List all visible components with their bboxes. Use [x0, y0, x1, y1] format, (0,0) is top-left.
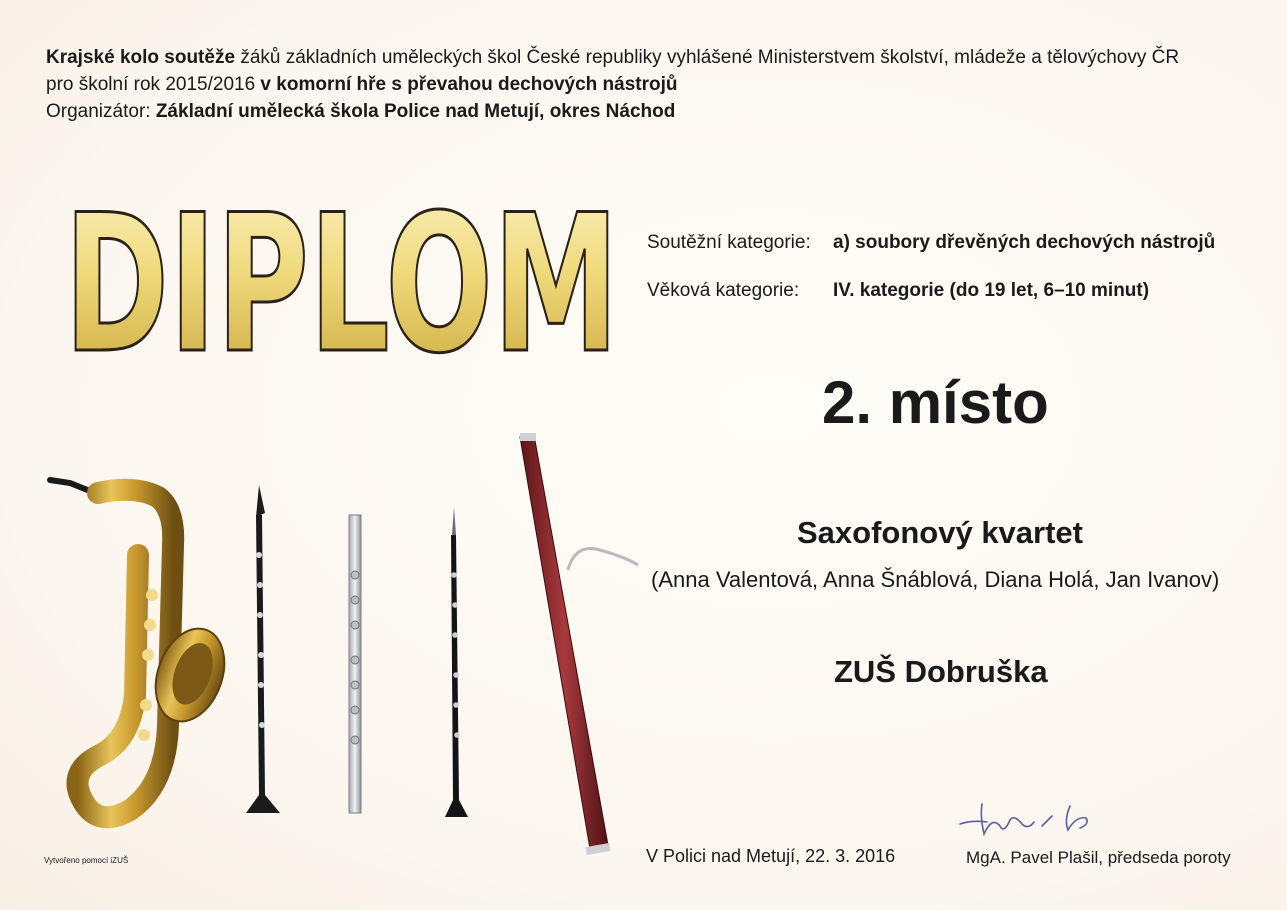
header-line-3 [46, 98, 1251, 125]
competition-category [647, 232, 1215, 254]
created-by-credit: Vytvořeno pomocí iZUŠ [44, 856, 129, 865]
signature [952, 796, 1102, 846]
oboe-icon [445, 507, 468, 817]
age-category-value: IV. kategorie (do 19 let, 6–10 minut) [833, 280, 1150, 301]
header-line-1 [46, 44, 1251, 71]
bassoon-icon [520, 433, 638, 855]
age-category-label: Věková kategorie: [647, 280, 800, 301]
header-competition: Krajské kolo soutěže [46, 47, 236, 68]
organizer-label: Organizátor: [46, 101, 151, 122]
diplom-title-text: DIPLOM [64, 200, 619, 360]
award-place: 2. místo [822, 369, 1049, 436]
header-discipline: v komorní hře s převahou dechových nástrojů [260, 74, 678, 95]
header-school-year: pro školní rok 2015/2016 [46, 74, 256, 95]
competition-category-value: a) soubory dřevěných dechových nástrojů [833, 232, 1216, 253]
header [46, 44, 1251, 125]
ensemble-name: Saxofonový kvartet [797, 515, 1083, 550]
competition-category-label: Soutěžní kategorie: [647, 232, 811, 253]
header-organizers-text: žáků základních uměleckých škol České republiky vyhlášené Ministerstvem školství, mládeže a tělovýchovy ČR [240, 47, 1180, 68]
clarinet-icon [246, 485, 280, 813]
organizer-name: Základní umělecká škola Police nad Metují, okres Náchod [155, 101, 676, 122]
school-name: ZUŠ Dobruška [834, 654, 1048, 689]
jury-chair: MgA. Pavel Plašil, předseda poroty [966, 848, 1231, 867]
flute-icon [349, 515, 361, 813]
diplom-title [64, 200, 624, 360]
instruments-illustration [40, 425, 650, 865]
ensemble-members: (Anna Valentová, Anna Šnáblová, Diana Holá, Jan Ivanov) [651, 567, 1220, 592]
header-line-2 [46, 71, 1251, 98]
place-and-date: V Polici nad Metují, 22. 3. 2016 [646, 846, 896, 866]
saxophone-icon [50, 480, 236, 817]
age-category [647, 280, 1149, 302]
